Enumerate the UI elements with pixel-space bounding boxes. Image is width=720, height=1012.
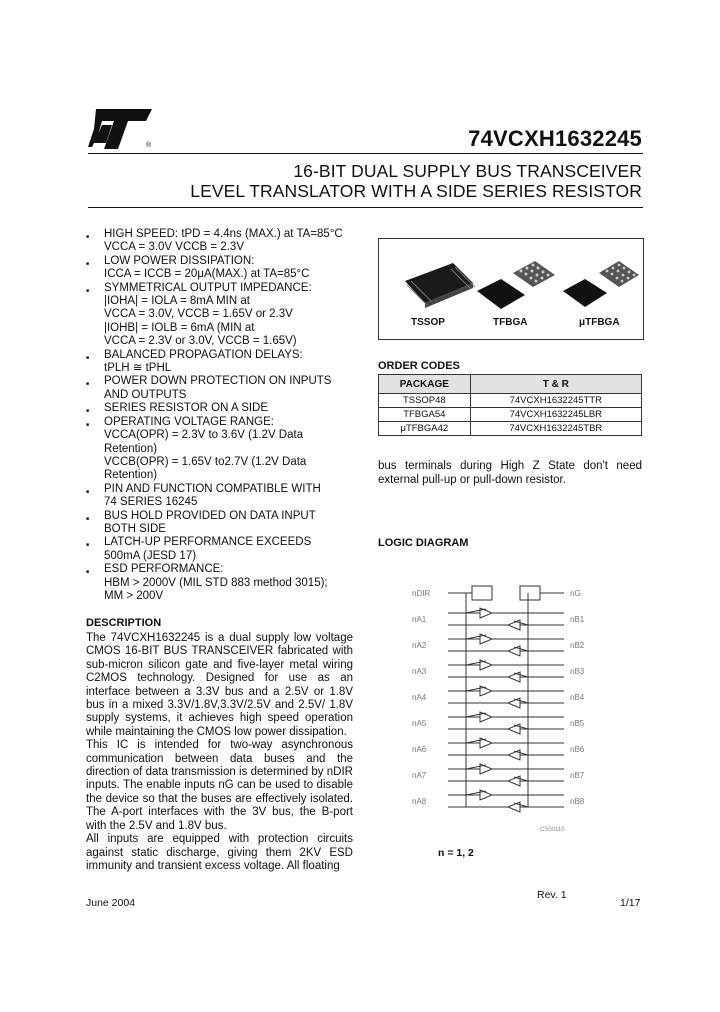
order-codes-table xyxy=(378,374,642,436)
feature-line: ■ SYMMETRICAL OUTPUT IMPEDANCE: xyxy=(86,282,371,295)
package-images xyxy=(378,238,644,340)
table-cell: 74VCXH1632245LBR xyxy=(470,408,641,422)
svg-text:®: ® xyxy=(146,142,152,149)
svg-text:CS00110: CS00110 xyxy=(540,827,565,833)
utfbga-package-image xyxy=(561,259,641,315)
table-row xyxy=(379,394,642,408)
left-pin-label: nA5 xyxy=(412,719,427,728)
feature-line: 500mA (JESD 17) xyxy=(104,549,197,562)
left-pin-label: nDIR xyxy=(412,589,431,598)
feature-line: Retention) xyxy=(104,469,158,482)
feature-line: ■ BUS HOLD PROVIDED ON DATA INPUT xyxy=(86,510,371,523)
table-cell: TFBGA54 xyxy=(379,408,471,422)
enable-line xyxy=(514,673,528,677)
right-pin-label: nB4 xyxy=(570,693,585,702)
feature-line: ICCA = ICCB = 20μA(MAX.) at TA=85°C xyxy=(104,268,310,281)
description-heading: DESCRIPTION xyxy=(86,617,162,629)
logic-diagram xyxy=(408,575,608,837)
right-pin-label: nB6 xyxy=(570,745,585,754)
feature-line: VCCA = 3.0V VCCB = 2.3V xyxy=(104,241,244,254)
title-line-2: LEVEL TRANSLATOR WITH A SIDE SERIES RESISTOR xyxy=(190,181,642,201)
title-rule xyxy=(88,207,643,208)
feature-line: ■ SERIES RESISTOR ON A SIDE xyxy=(86,402,371,415)
right-pin-label: nB2 xyxy=(570,641,585,650)
description-paragraph: This IC is intended for two-way asynchronous communication between data buses and the direction of data transmission is determined by nDIR inputs. The enable inputs nG can be used to disable the device so that the buses are effectively isolated. The A-port interfaces with the 3V bus, the B-port with the 2.5V and 1.8V bus. xyxy=(86,739,353,832)
left-pin-label: nA7 xyxy=(412,771,427,780)
enable-line xyxy=(466,765,486,769)
description-paragraph: The 74VCXH1632245 is a dual supply low voltage CMOS 16-BIT BUS TRANSCEIVER fabricated with sub-micron silicon gate and five-layer metal wiring C2MOS technology. Designed for use as an interface between a 3.3V bus and a 2.5V or 1.8V bus in a mixed 3.3V/1.8V,3.3V/2.5V and 2.5V/ 1.8V supply systems, it achieves high speed operation while maintaining the CMOS low power dissipation. xyxy=(86,632,353,738)
enable-line xyxy=(466,687,486,691)
package-label-tssop: TSSOP xyxy=(411,317,445,328)
feature-line: ■ POWER DOWN PROTECTION ON INPUTS xyxy=(86,375,371,388)
feature-line: VCCA = 2.3V or 3.0V, VCCB = 1.65V) xyxy=(104,335,297,348)
enable-line xyxy=(466,609,486,613)
footer-date: June 2004 xyxy=(86,897,136,909)
feature-line: ■ BALANCED PROPAGATION DELAYS: xyxy=(86,349,371,362)
feature-line: MM > 200V xyxy=(104,589,164,602)
description-body xyxy=(86,632,353,873)
feature-line: VCCB(OPR) = 1.65V to2.7V (1.2V Data xyxy=(104,455,307,468)
enable-line xyxy=(514,751,528,755)
enable-line xyxy=(514,621,528,625)
column-header: T & R xyxy=(470,375,641,394)
feature-line: BOTH SIDE xyxy=(104,522,166,535)
description-continuation: bus terminals during High Z State don't need external pull-up or pull-down resistor. xyxy=(378,460,642,486)
column-header: PACKAGE xyxy=(379,375,471,394)
table-row xyxy=(379,408,642,422)
left-pin-label: nA6 xyxy=(412,745,427,754)
logic-diagram-note: n = 1, 2 xyxy=(438,847,474,859)
part-number: 74VCXH1632245 xyxy=(468,126,642,151)
feature-line: ■ LOW POWER DISSIPATION: xyxy=(86,255,371,268)
feature-line: ■ OPERATING VOLTAGE RANGE: xyxy=(86,416,371,429)
table-cell: 74VCXH1632245TBR xyxy=(470,422,641,436)
feature-line: VCCA(OPR) = 2.3V to 3.6V (1.2V Data xyxy=(104,429,304,442)
table-cell: 74VCXH1632245TTR xyxy=(470,394,641,408)
feature-line: HBM > 2000V (MIL STD 883 method 3015); xyxy=(104,576,328,589)
package-label-utfbga: μTFBGA xyxy=(579,317,620,328)
header-rule xyxy=(88,153,643,154)
feature-line: |IOHA| = IOLA = 8mA MIN at xyxy=(104,295,250,308)
description-paragraph: All inputs are equipped with protection circuits against static discharge, giving them 2KV ESD immunity and transient excess voltage. All floating xyxy=(86,833,353,872)
st-logo xyxy=(88,107,154,151)
enable-line xyxy=(466,713,486,717)
left-pin-label: nA1 xyxy=(412,615,427,624)
left-pin-label: nA2 xyxy=(412,641,427,650)
title-line-1: 16-BIT DUAL SUPPLY BUS TRANSCEIVER xyxy=(293,161,642,181)
feature-line: 74 SERIES 16245 xyxy=(104,496,198,509)
footer-revision: Rev. 1 xyxy=(537,889,567,901)
feature-line: tPLH ≅ tPHL xyxy=(104,362,172,375)
enable-line xyxy=(466,661,486,665)
logic-diagram-heading: LOGIC DIAGRAM xyxy=(378,537,469,549)
table-cell: TSSOP48 xyxy=(379,394,471,408)
right-pin-label: nB3 xyxy=(570,667,585,676)
right-pin-label: nB7 xyxy=(570,771,585,780)
table-row xyxy=(379,422,642,436)
tfbga-package-image xyxy=(475,259,557,315)
feature-line: |IOHB| = IOLB = 6mA (MIN at xyxy=(104,321,255,334)
tssop-package-image xyxy=(401,259,477,311)
enable-line xyxy=(514,699,528,703)
feature-line: AND OUTPUTS xyxy=(104,388,187,401)
enable-line xyxy=(514,803,528,807)
order-codes-heading: ORDER CODES xyxy=(378,360,460,372)
footer-page: 1/17 xyxy=(620,897,641,909)
right-pin-label: nG xyxy=(570,589,581,598)
feature-line: ■ HIGH SPEED: tPD = 4.4ns (MAX.) at TA=85°C xyxy=(86,228,371,241)
table-cell: μTFBGA42 xyxy=(379,422,471,436)
enable-line xyxy=(514,777,528,781)
right-pin-label: nB8 xyxy=(570,797,585,806)
enable-line xyxy=(466,791,486,795)
feature-line: Retention) xyxy=(104,442,158,455)
right-pin-label: nB5 xyxy=(570,719,585,728)
feature-line: ■ LATCH-UP PERFORMANCE EXCEEDS xyxy=(86,536,371,549)
enable-line xyxy=(466,635,486,639)
enable-line xyxy=(514,647,528,651)
right-pin-label: nB1 xyxy=(570,615,585,624)
left-pin-label: nA4 xyxy=(412,693,427,702)
left-pin-label: nA8 xyxy=(412,797,427,806)
feature-line: ■ PIN AND FUNCTION COMPATIBLE WITH xyxy=(86,483,371,496)
enable-line xyxy=(466,739,486,743)
enable-line xyxy=(514,725,528,729)
left-pin-label: nA3 xyxy=(412,667,427,676)
feature-line: ■ ESD PERFORMANCE: xyxy=(86,563,371,576)
package-label-tfbga: TFBGA xyxy=(493,317,528,328)
feature-line: VCCA = 3.0V, VCCB = 1.65V or 2.3V xyxy=(104,308,293,321)
features-list xyxy=(86,228,371,603)
